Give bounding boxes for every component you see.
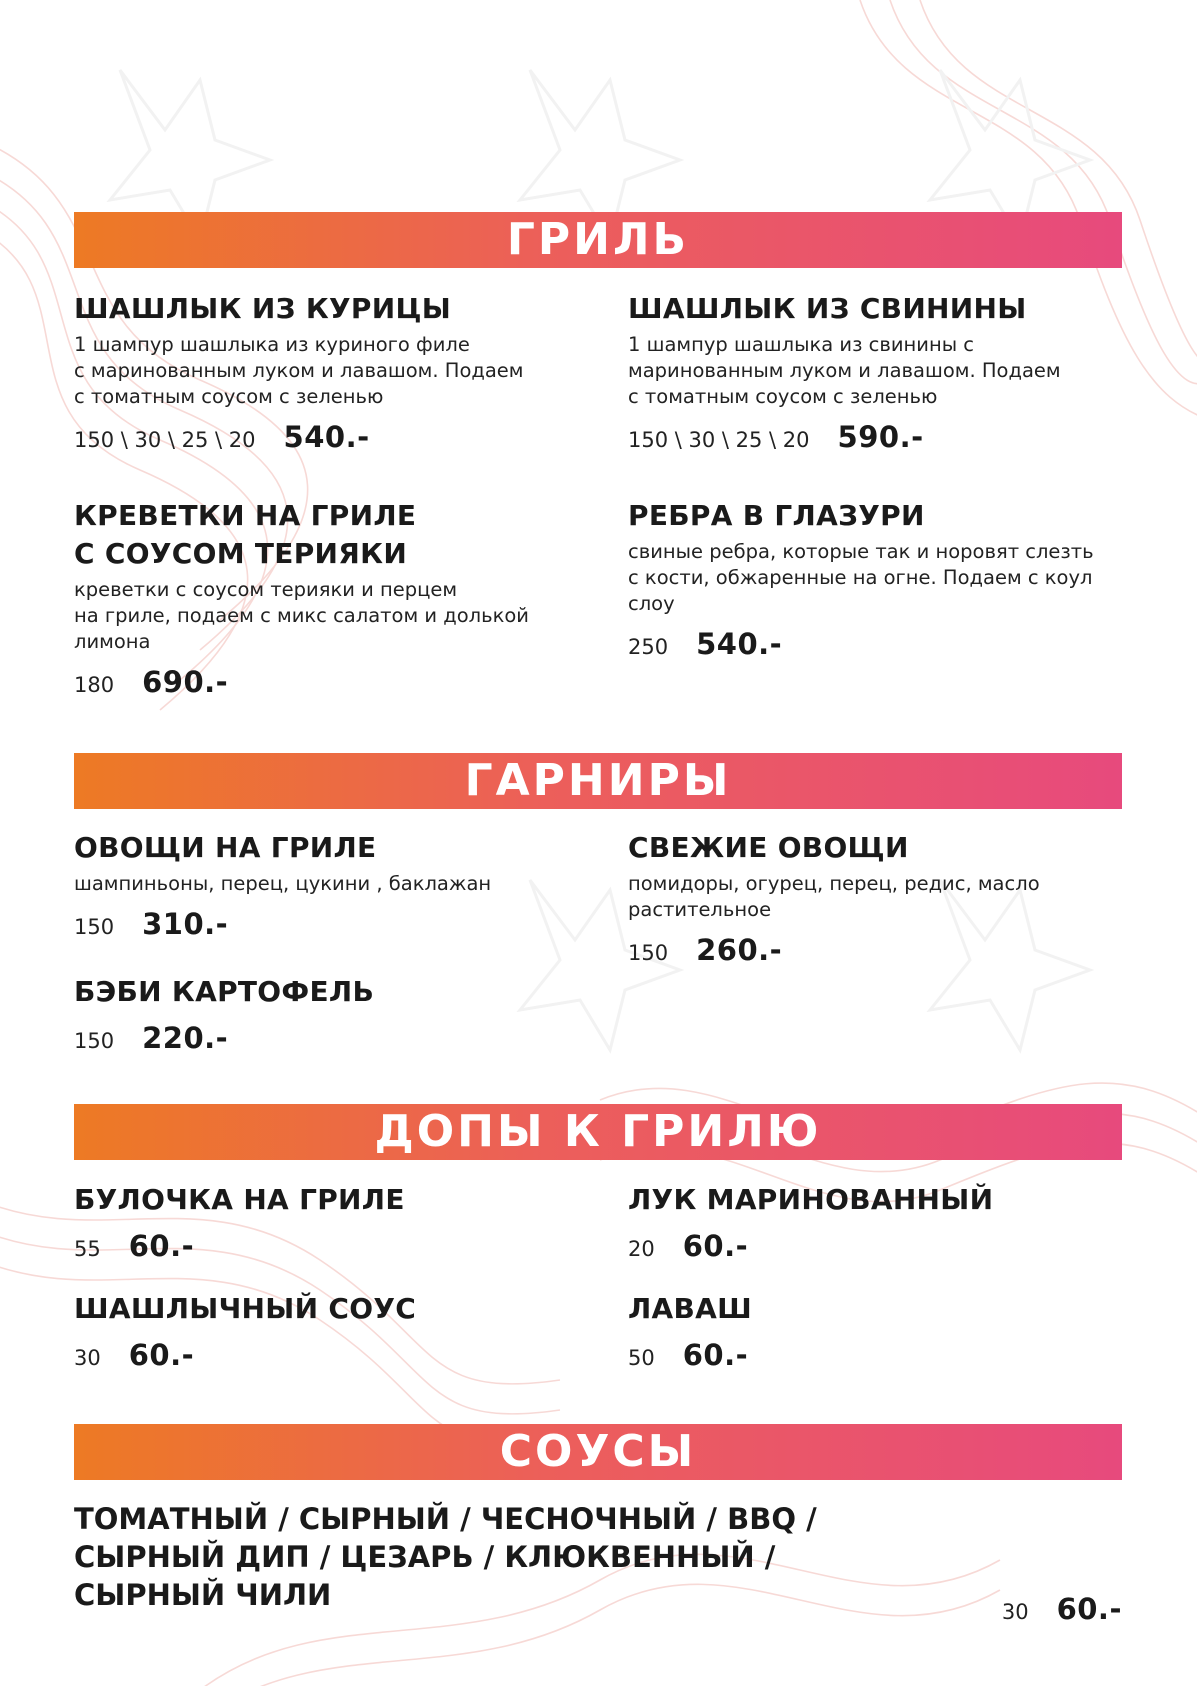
sauce-price-line — [1002, 1592, 1122, 1626]
item-price: 60.- — [682, 1229, 749, 1263]
section-banner-extras — [74, 1104, 1122, 1160]
item-name: ШАШЛЫК ИЗ КУРИЦЫ — [74, 292, 452, 325]
item-weight: 150 — [628, 941, 669, 965]
item-name: ШАШЛЫЧНЫЙ СОУС — [74, 1292, 417, 1325]
section-title: ДОПЫ К ГРИЛЮ — [374, 1106, 822, 1157]
menu-item-teriyaki-shrimp — [74, 497, 564, 699]
menu-item-pork-shashlik — [628, 290, 1118, 454]
item-name: КРЕВЕТКИ НА ГРИЛЕ С СОУСОМ ТЕРИЯКИ — [74, 499, 417, 570]
item-price: 60.- — [128, 1338, 195, 1372]
item-price: 590.- — [837, 420, 924, 454]
item-name: ЛАВАШ — [628, 1292, 753, 1325]
section-title: ГАРНИРЫ — [464, 755, 732, 806]
section-banner-sauces — [74, 1424, 1122, 1480]
item-price: 540.- — [696, 627, 783, 661]
item-price: 540.- — [283, 420, 370, 454]
item-name: РЕБРА В ГЛАЗУРИ — [628, 499, 925, 532]
item-description: креветки с соусом терияки и перцем на гриле, подаем с микс салатом и долькой лимона — [74, 578, 529, 653]
item-price: 220.- — [142, 1021, 229, 1055]
item-description: свиные ребра, которые так и норовят слезть с кости, обжаренные на огне. Подаем с коул слоу — [628, 540, 1094, 615]
sauce-list — [74, 1500, 934, 1614]
item-price: 60.- — [128, 1229, 195, 1263]
sauce-line: СЫРНЫЙ ЧИЛИ — [74, 1578, 332, 1612]
item-weight: 250 — [628, 635, 669, 659]
item-price: 260.- — [696, 933, 783, 967]
item-description: шампиньоны, перец, цукини , баклажан — [74, 872, 492, 895]
item-name: СВЕЖИЕ ОВОЩИ — [628, 831, 909, 864]
sauce-line: СЫРНЫЙ ДИП / ЦЕЗАРЬ / КЛЮКВЕННЫЙ / — [74, 1540, 776, 1574]
item-description: помидоры, огурец, перец, редис, масло растительное — [628, 872, 1040, 921]
menu-item-fresh-vegetables — [628, 829, 1118, 967]
menu-item-lavash — [628, 1290, 1118, 1372]
section-title: СОУСЫ — [499, 1426, 697, 1477]
menu-item-chicken-shashlik — [74, 290, 564, 454]
item-price: 60.- — [1056, 1592, 1122, 1626]
sauce-line: ТОМАТНЫЙ / СЫРНЫЙ / ЧЕСНОЧНЫЙ / BBQ / — [74, 1502, 817, 1536]
section-banner-grill — [74, 212, 1122, 268]
item-price: 690.- — [142, 665, 229, 699]
menu-item-pickled-onion — [628, 1181, 1118, 1263]
item-weight: 150 — [74, 1029, 115, 1053]
item-weight: 150 — [74, 915, 115, 939]
item-weight: 150 \ 30 \ 25 \ 20 — [628, 428, 810, 452]
item-description: 1 шампур шашлыка из свинины с маринованным луком и лавашом. Подаем с томатным соусом с зеленью — [628, 333, 1061, 408]
menu-item-baby-potatoes — [74, 973, 564, 1055]
menu-item-glazed-ribs — [628, 497, 1118, 661]
item-description: 1 шампур шашлыка из куриного филе с маринованным луком и лавашом. Подаем с томатным соусом с зеленью — [74, 333, 524, 408]
item-name: ШАШЛЫК ИЗ СВИНИНЫ — [628, 292, 1027, 325]
item-weight: 30 — [1001, 1600, 1029, 1624]
item-name: БЭБИ КАРТОФЕЛЬ — [74, 975, 375, 1008]
section-title: ГРИЛЬ — [506, 214, 690, 265]
item-weight: 20 — [628, 1237, 655, 1261]
section-banner-sides — [74, 753, 1122, 809]
item-price: 60.- — [682, 1338, 749, 1372]
menu-item-grilled-bun — [74, 1181, 564, 1263]
item-weight: 50 — [628, 1346, 655, 1370]
item-price: 310.- — [142, 907, 229, 941]
item-name: ЛУК МАРИНОВАННЫЙ — [628, 1183, 994, 1216]
menu-item-shashlik-sauce — [74, 1290, 564, 1372]
menu-item-grilled-vegetables — [74, 829, 564, 941]
item-weight: 30 — [74, 1346, 101, 1370]
item-name: ОВОЩИ НА ГРИЛЕ — [74, 831, 377, 864]
item-name: БУЛОЧКА НА ГРИЛЕ — [74, 1183, 405, 1216]
item-weight: 55 — [74, 1237, 101, 1261]
item-weight: 150 \ 30 \ 25 \ 20 — [74, 428, 256, 452]
item-weight: 180 — [74, 673, 115, 697]
